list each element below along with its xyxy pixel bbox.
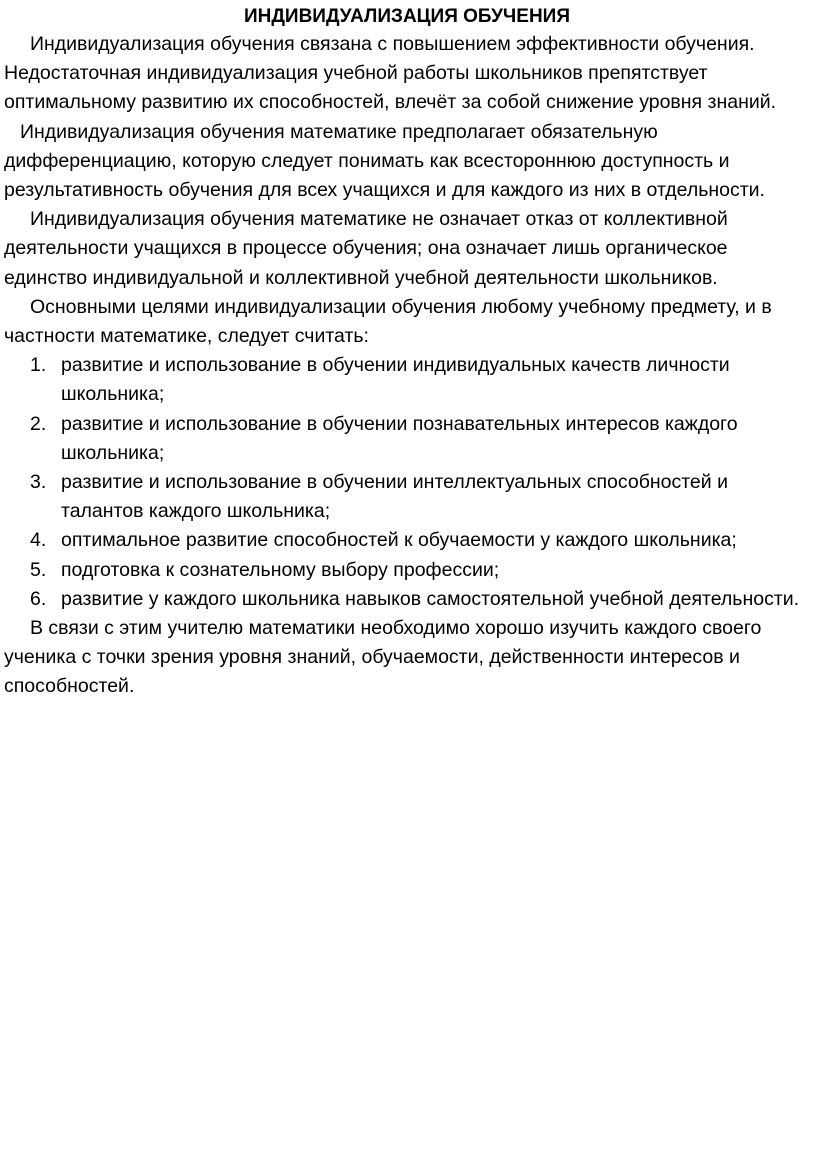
document-title: ИНДИВИДУАЛИЗАЦИЯ ОБУЧЕНИЯ xyxy=(244,6,570,27)
document-page xyxy=(4,4,810,702)
paragraph-intro: Индивидуализация обучения связана с повышением эффективности обучения. Недостаточная индивидуализация учебной работы школьников препятствует оптимальному развитию их способностей, влечёт за собой снижение уровня знаний. xyxy=(4,33,777,114)
list-item xyxy=(4,410,810,468)
list-item-number: 4. xyxy=(30,529,47,552)
list-item xyxy=(4,468,810,526)
paragraph-conclusion: В связи с этим учителю математики необходимо хорошо изучить каждого своего ученика с точки зрения уровня знаний, обучаемости, действенности интересов и способностей. xyxy=(4,617,762,698)
list-item xyxy=(4,585,810,614)
list-item-text: развитие у каждого школьника навыков самостоятельной учебной деятельности. xyxy=(61,587,800,610)
list-item xyxy=(4,556,810,585)
list-item-number: 6. xyxy=(30,587,47,610)
list-item-number: 3. xyxy=(30,471,47,494)
list-item-number: 5. xyxy=(30,558,47,581)
list-item-number: 1. xyxy=(30,354,47,377)
list-item-text: подготовка к сознательному выбору профессии; xyxy=(61,558,500,581)
paragraph-differentiation: Индивидуализация обучения математике предполагает обязательную дифференциацию, которую следует понимать как всестороннюю доступность и результативность обучения для всех учащихся и для каждого из них в отдельности. xyxy=(4,120,765,202)
list-item xyxy=(4,351,810,409)
paragraph-collective: Индивидуализация обучения математике не означает отказ от коллективной деятельности учащихся в процессе обучения; она означает лишь органическое единство индивидуальной и коллективной учебной деятельности школьников. xyxy=(4,208,728,289)
list-item xyxy=(4,526,810,555)
list-item-text: развитие и использование в обучении познавательных интересов каждого школьника; xyxy=(61,412,738,464)
paragraph-goals-intro: Основными целями индивидуализации обучения любому учебному предмету, и в частности математике, следует считать: xyxy=(4,295,772,348)
list-item-text: развитие и использование в обучении индивидуальных качеств личности школьника; xyxy=(61,354,730,406)
list-item-text: оптимальное развитие способностей к обучаемости у каждого школьника; xyxy=(61,529,737,552)
list-item-text: развитие и использование в обучении интеллектуальных способностей и талантов каждого школьника; xyxy=(61,471,728,523)
goals-list xyxy=(4,351,810,614)
list-item-number: 2. xyxy=(30,412,47,435)
